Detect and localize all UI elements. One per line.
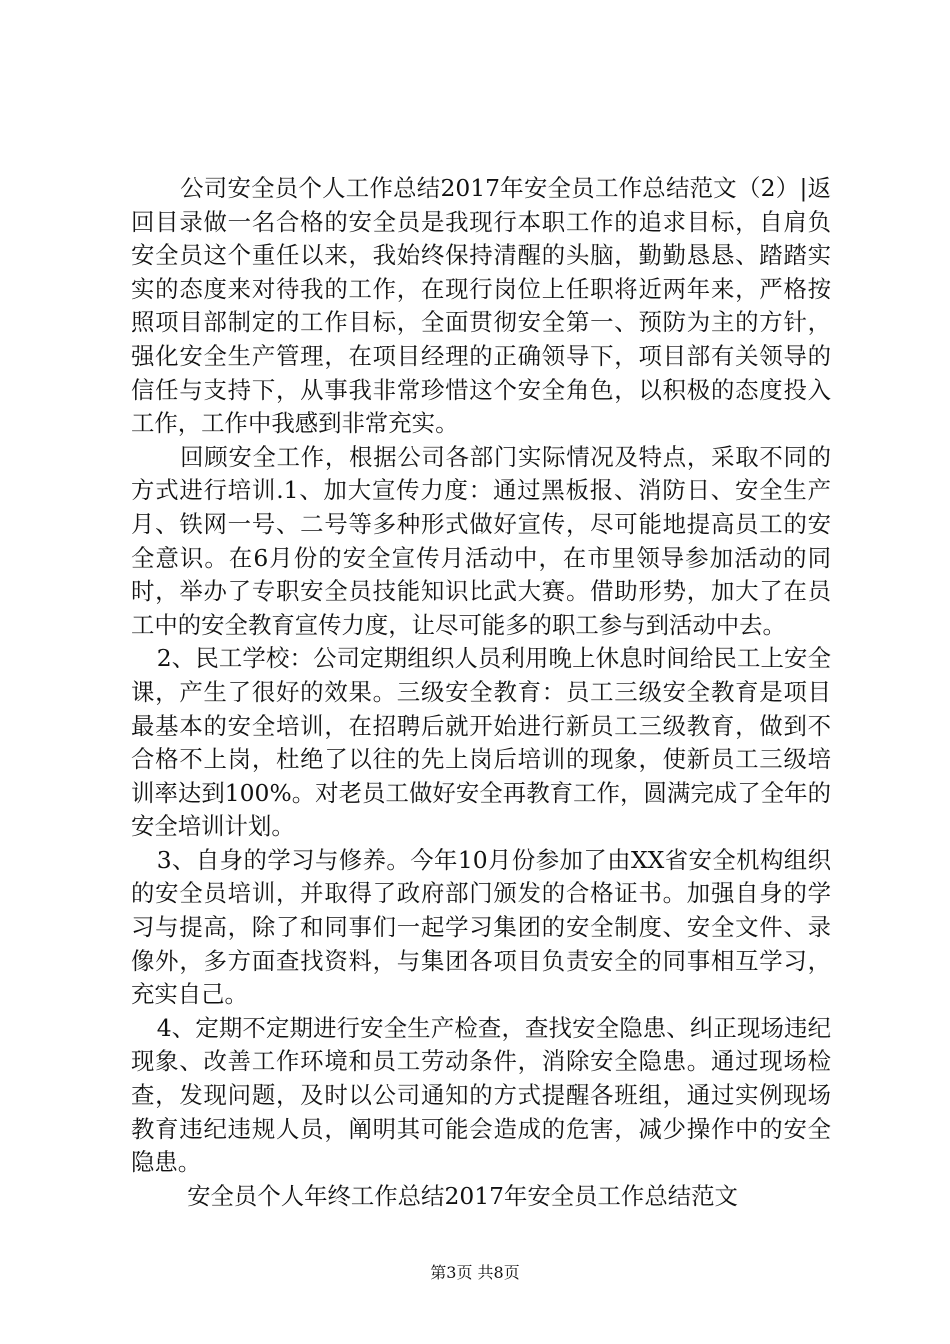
paragraph-item-4: 4、定期不定期进行安全生产检查，查找安全隐患、纠正现场违纪现象、改善工作环境和员工劳动条件，消除安全隐患。通过现场检查，发现问题，及时以公司通知的方式提醒各班组，通过实例现场教育违纪违规人员，阐明其可能会造成的危害，减少操作中的安全隐患。 — [131, 1013, 831, 1177]
paragraph-item-2: 2、民工学校：公司定期组织人员利用晚上休息时间给民工上安全课，产生了很好的效果。三级安全教育：员工三级安全教育是项目最基本的安全培训，在招聘后就开始进行新员工三级教育，做到不合格不上岗，杜绝了以往的先上岗后培训的现象，使新员工三级培训率达到100%。对老员工做好安全再教育工作，圆满完成了全年的安全培训计划。 — [131, 644, 831, 841]
paragraph-intro: 公司安全员个人工作总结2017年安全员工作总结范文（2）|返回目录做一名合格的安全员是我现行本职工作的追求目标，自肩负安全员这个重任以来，我始终保持清醒的头脑，勤勤恳恳、踏踏实实的态度来对待我的工作，在现行岗位上任职将近两年来，严格按照项目部制定的工作目标，全面贯彻安全第一、预防为主的方针，强化安全生产管理，在项目经理的正确领导下，项目部有关领导的信任与支持下，从事我非常珍惜这个安全角色，以积极的态度投入工作，工作中我感到非常充实。 — [131, 174, 831, 438]
paragraph-review: 回顾安全工作，根据公司各部门实际情况及特点，采取不同的方式进行培训.1、加大宣传力度：通过黑板报、消防日、安全生产月、铁网一号、二号等多种形式做好宣传，尽可能地提高员工的安全意识。在6月份的安全宣传月活动中，在市里领导参加活动的同时，举办了专职安全员技能知识比武大赛。借助形势，加大了在员工中的安全教育宣传力度，让尽可能多的职工参与到活动中去。 — [131, 442, 831, 639]
page-number-footer: 第3页 共8页 — [430, 1263, 520, 1282]
paragraph-next-title: 安全员个人年终工作总结2017年安全员工作总结范文 — [187, 1181, 738, 1210]
document-body — [131, 172, 831, 1213]
paragraph-item-3: 3、自身的学习与修养。今年10月份参加了由XX省安全机构组织的安全员培训，并取得了政府部门颁发的合格证书。加强自身的学习与提高，除了和同事们一起学习集团的安全制度、安全文件、录像外，多方面查找资料，与集团各项目负责安全的同事相互学习，充实自己。 — [131, 845, 831, 1009]
